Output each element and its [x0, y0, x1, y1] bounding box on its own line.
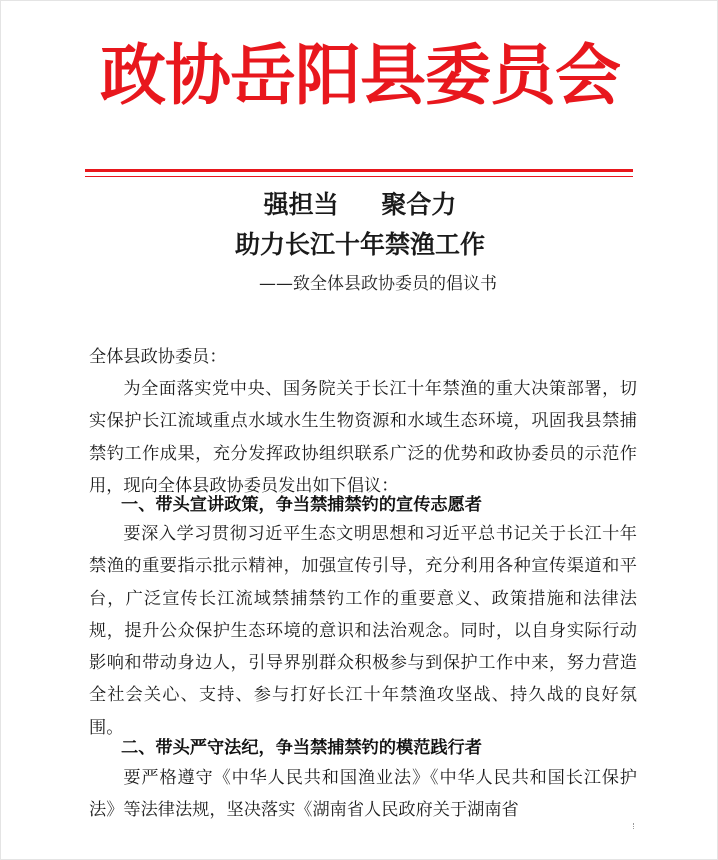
- paragraph-section-1: 要深入学习贯彻习近平生态文明思想和习近平总书记关于长江十年禁渔的重要指示批示精神，加强宣传引导，充分利用各种宣传渠道和平台，广泛宣传长江流域禁捕禁钓工作的重要意义、政策措施和法律法规，提升公众保护生态环境的意识和法治观念。同时，以自身实际行动影响和带动身边人，引导界别群众积极参与到保护工作中来，努力营造全社会关心、支持、参与打好长江十年禁渔攻坚战、持久战的良好氛围。: [89, 524, 637, 738]
- paragraph-section-2: 要严格遵守《中华人民共和国渔业法》《中华人民共和国长江保护法》等法律法规，坚决落实《湖南省人民政府关于湖南省: [89, 768, 637, 821]
- salutation: 全体县政协委员：: [89, 347, 227, 367]
- document-title-line2: 助力长江十年禁渔工作: [234, 230, 485, 259]
- scan-mark: [633, 823, 636, 829]
- masthead-title: 政协岳阳县委员会: [100, 36, 620, 114]
- document-title-line1: 强担当 聚合力: [263, 190, 457, 219]
- red-rule-thin: [85, 176, 633, 177]
- red-rule-thick: [85, 169, 633, 172]
- section-heading-1: 一、带头宣讲政策，争当禁捕禁钓的宣传志愿者: [121, 495, 482, 515]
- paragraph-intro: 为全面落实党中央、国务院关于长江十年禁渔的重大决策部署，切实保护长江流域重点水域水生生物资源和水域生态环境，巩固我县禁捕禁钓工作成果，充分发挥政协组织联系广泛的优势和政协委员的示范作用，现向全体县政协委员发出如下倡议：: [89, 379, 637, 496]
- section-heading-2: 二、带头严守法纪，争当禁捕禁钓的模范践行者: [121, 738, 482, 758]
- document-subtitle: ——致全体县政协委员的倡议书: [259, 274, 497, 294]
